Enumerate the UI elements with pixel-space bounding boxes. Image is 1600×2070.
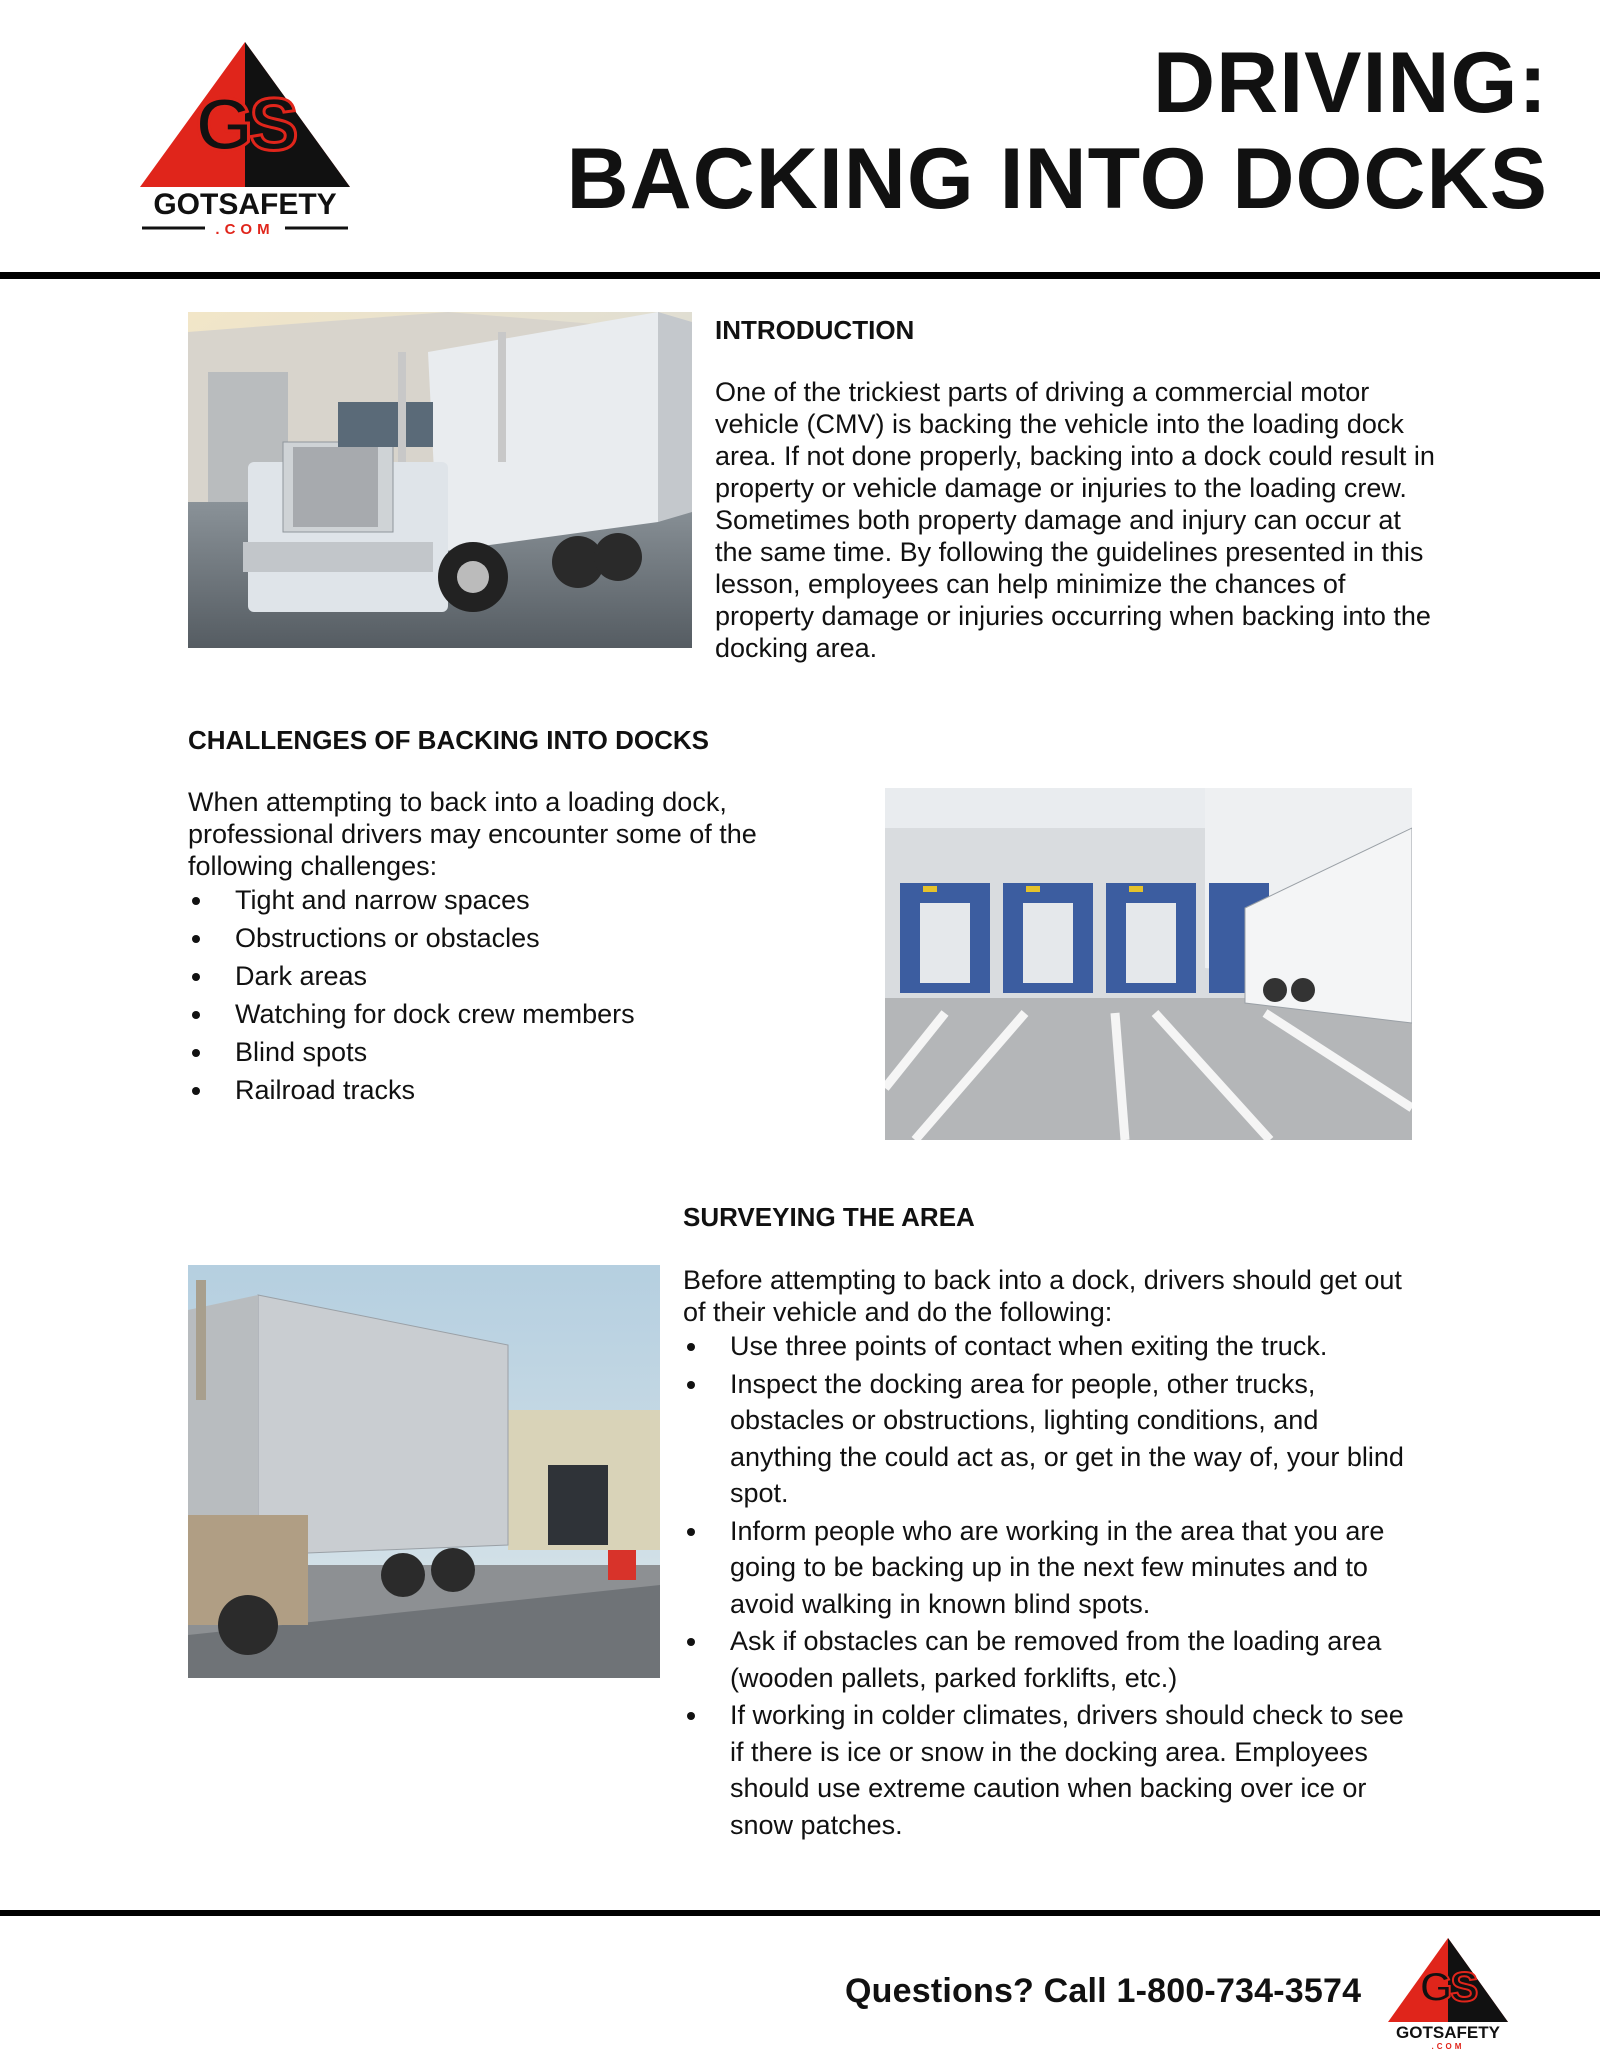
header-divider [0,272,1600,279]
surveying-heading: SURVEYING THE AREA [683,1202,975,1232]
trailer-at-warehouse-photo [188,1265,660,1678]
intro-heading: INTRODUCTION [715,315,915,345]
challenges-heading: CHALLENGES OF BACKING INTO DOCKS [188,725,709,755]
list-item: Watching for dock crew members [188,996,808,1033]
footer-divider [0,1910,1600,1916]
logo-domain-small: .COM [1431,2042,1465,2050]
list-item: Obstructions or obstacles [188,920,808,957]
truck-at-dock-photo [188,312,692,648]
intro-paragraph: One of the trickiest parts of driving a commercial motor vehicle (CMV) is backing the vehicle into the loading dock area. If not done properly, backing into a dock could result in property or vehicle damage or injuries to the loading crew. Sometimes both property damage and injury can occur at the same time. By following the guidelines presented in this lesson, employees can help minimize the chances of property damage or injuries occurring when backing into the docking area. [715,377,1435,663]
logo-domain: .COM [215,221,275,237]
surveying-list [683,1328,1423,1844]
surveying-paragraph: Before attempting to back into a dock, drivers should get out of their vehicle and do the following: [683,1265,1402,1327]
page-title [566,35,1548,227]
gotsafety-logo-small [1388,1938,1508,2050]
list-item: If working in colder climates, drivers should check to see if there is ice or snow in the docking area. Employees should use extreme caution when backing over ice or snow patches. [683,1697,1423,1843]
list-item: Dark areas [188,958,808,995]
list-item: Railroad tracks [188,1072,808,1109]
challenges-list [188,882,808,1110]
title-line-2: BACKING INTO DOCKS [566,131,1548,227]
questions-phone: Questions? Call 1-800-734-3574 [845,1972,1362,2010]
logo-name: GOTSAFETY [153,188,337,221]
loading-docks-photo [885,788,1412,1140]
challenges-paragraph: When attempting to back into a loading dock, professional drivers may encounter some of the following challenges: [188,787,757,881]
list-item: Use three points of contact when exiting the truck. [683,1328,1423,1365]
list-item: Blind spots [188,1034,808,1071]
list-item: Inspect the docking area for people, other trucks, obstacles or obstructions, lighting conditions, and anything the could act as, or get in the way of, your blind spot. [683,1366,1423,1512]
list-item: Inform people who are working in the area that you are going to be backing up in the next few minutes and to avoid walking in known blind spots. [683,1513,1423,1623]
logo-name-small: GOTSAFETY [1396,2023,1500,2042]
gotsafety-logo [140,42,350,237]
logo-letters: GS [195,83,295,166]
logo-letters-small: GS [1419,1963,1477,2010]
title-line-1: DRIVING: [1153,35,1548,131]
list-item: Tight and narrow spaces [188,882,808,919]
list-item: Ask if obstacles can be removed from the loading area (wooden pallets, parked forklifts, etc.) [683,1623,1423,1696]
